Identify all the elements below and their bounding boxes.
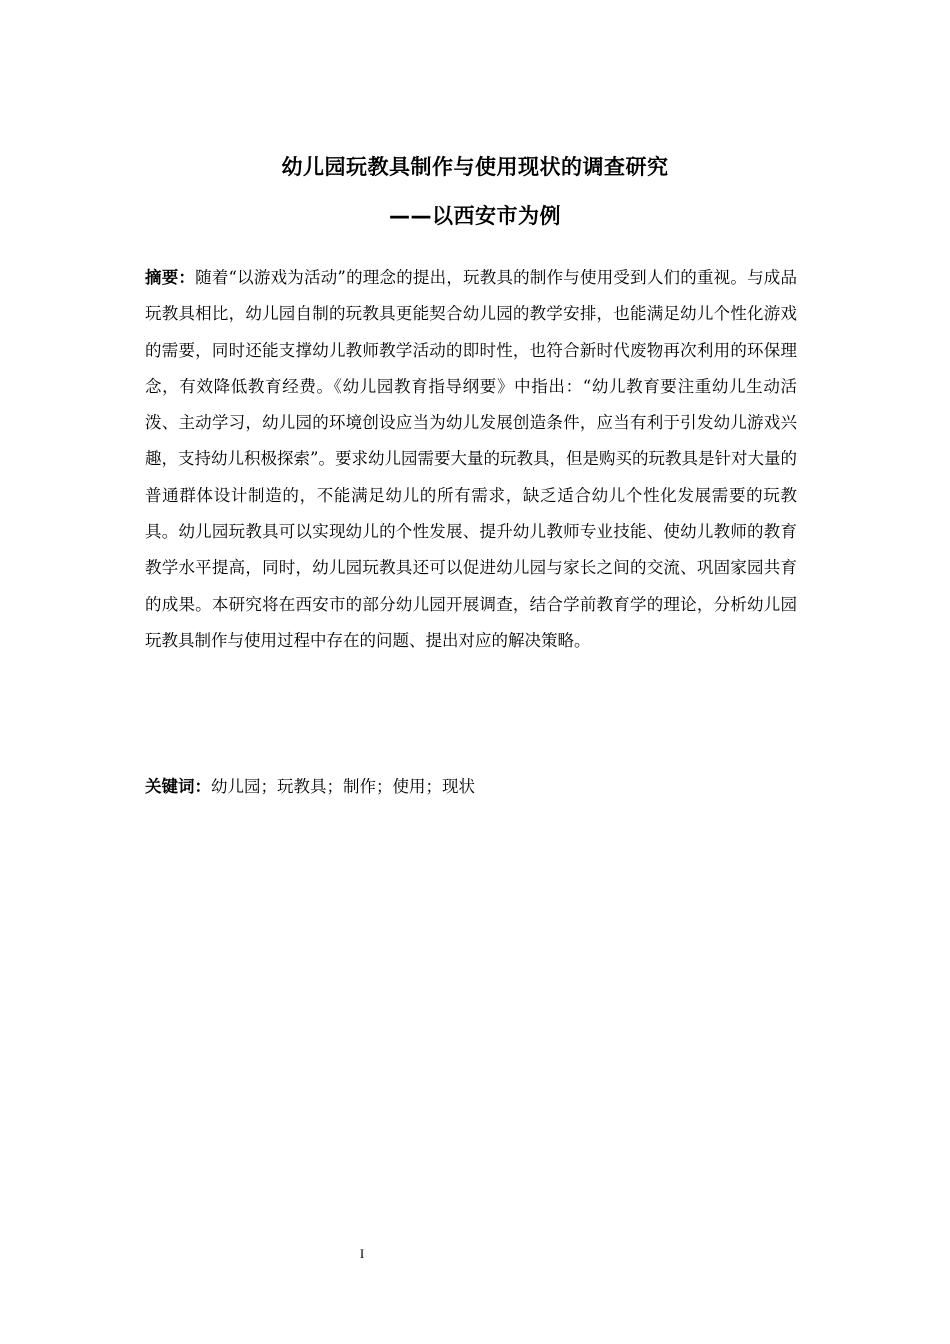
keywords-text: 幼儿园；玩教具；制作；使用；现状 bbox=[211, 777, 475, 796]
keywords-line bbox=[145, 770, 797, 804]
abstract-label: 摘要： bbox=[145, 268, 196, 287]
abstract-text: 随着“以游戏为活动”的理念的提出，玩教具的制作与使用受到人们的重视。与成品玩教具相比，幼儿园自制的玩教具更能契合幼儿园的教学安排，也能满足幼儿个性化游戏的需要，同时还能支撑幼儿教师教学活动的即时性，也符合新时代废物再次利用的环保理念，有效降低教育经费。《幼儿园教育指导纲要》中指出：“幼儿教育要注重幼儿生动活泼、主动学习，幼儿园的环境创设应当为幼儿发展创造条件，应当有利于引发幼儿游戏兴趣，支持幼儿积极探索”。要求幼儿园需要大量的玩教具，但是购买的玩教具是针对大量的普通群体设计制造的，不能满足幼儿的所有需求，缺乏适合幼儿个性化发展需要的玩教具。幼儿园玩教具可以实现幼儿的个性发展、提升幼儿教师专业技能、使幼儿教师的教育教学水平提高，同时，幼儿园玩教具还可以促进幼儿园与家长之间的交流、巩固家园共育的成果。本研究将在西安市的部分幼儿园开展调查，结合学前教育学的理论，分析幼儿园玩教具制作与使用过程中存在的问题、提出对应的解决策略。 bbox=[145, 268, 797, 650]
paper-title: 幼儿园玩教具制作与使用现状的调查研究 bbox=[281, 155, 669, 179]
abstract-paragraph bbox=[145, 260, 797, 659]
page-number: I bbox=[359, 1246, 365, 1261]
keywords-label: 关键词： bbox=[145, 777, 211, 796]
paper-subtitle: ——以西安市为例 bbox=[389, 204, 561, 228]
